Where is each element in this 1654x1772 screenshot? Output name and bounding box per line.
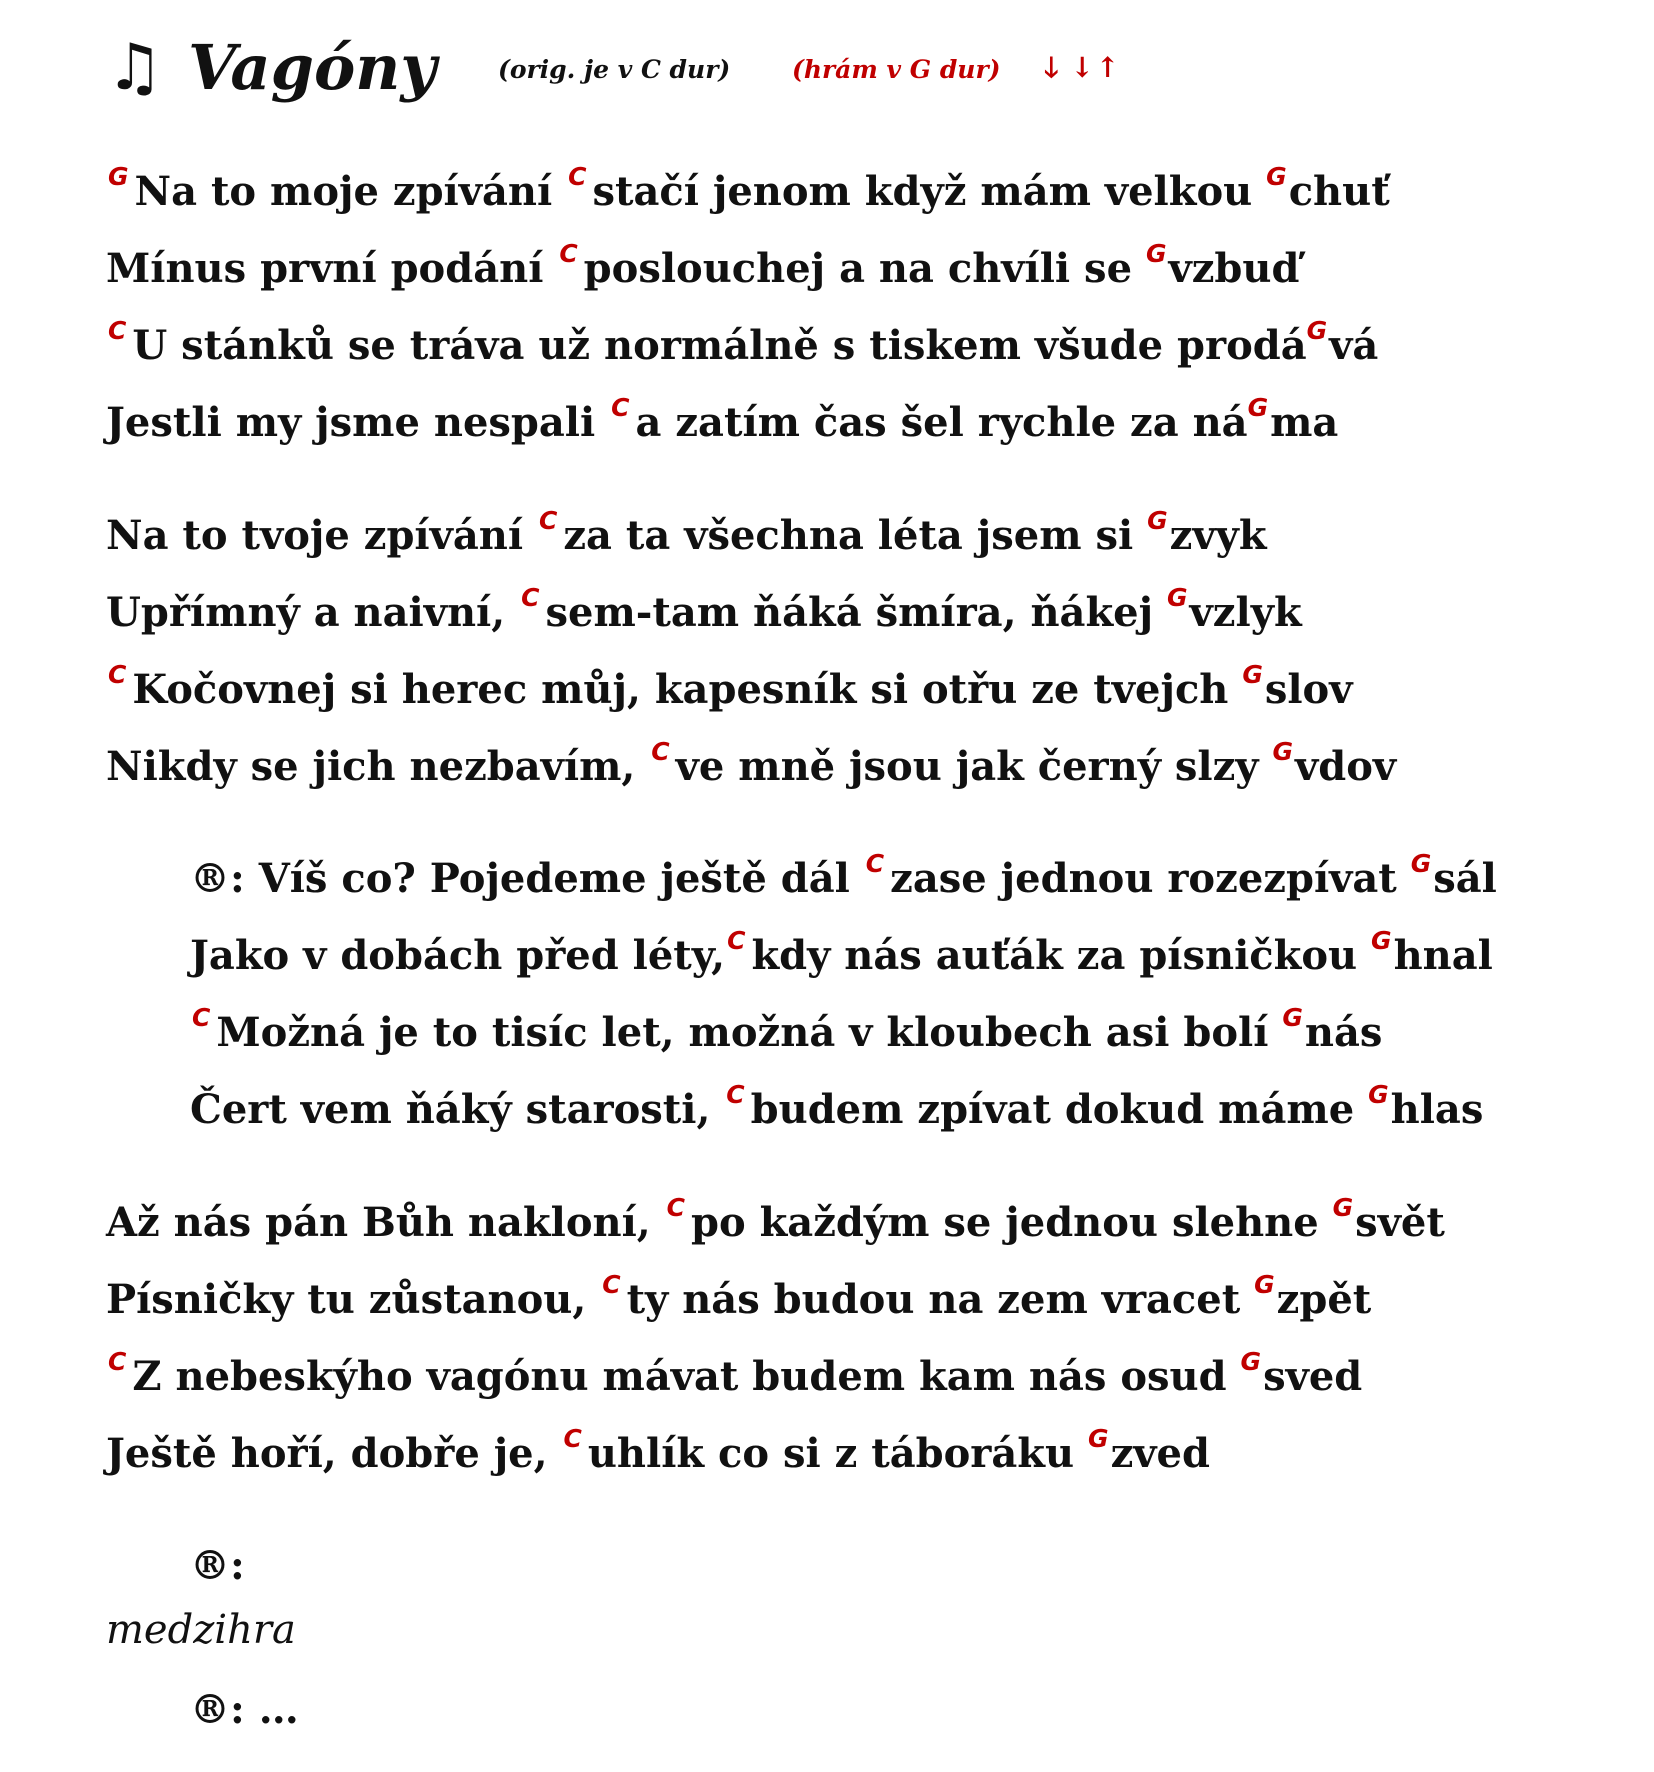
chord-g: G	[1254, 1270, 1275, 1299]
chord-g: G	[1147, 506, 1168, 535]
transpose-reset-icon[interactable]: ↓↑	[1070, 51, 1122, 84]
lyric-text: Kočovnej si herec můj, kapesník si otřu ze tvejch	[132, 666, 1243, 713]
lyric-text: zpět	[1276, 1276, 1372, 1323]
lyric-text: Až nás pán Bůh nakloní,	[106, 1199, 665, 1246]
chord-c: C	[521, 583, 540, 612]
lyric-text: stačí jenom když mám velkou	[592, 168, 1267, 215]
chord-c: C	[108, 316, 127, 345]
lyric-text: vzbuď	[1168, 245, 1300, 292]
lyric-text: zved	[1110, 1430, 1210, 1477]
lyric-text: Písničky tu zůstanou,	[106, 1276, 601, 1323]
lyric-text: sál	[1433, 855, 1497, 902]
chord-g: G	[1306, 316, 1328, 345]
chord-c: C	[651, 737, 670, 766]
lyric-text: ®: Víš co? Pojedeme ještě dál	[190, 855, 864, 902]
lyric-text: Upřímný a naivní,	[106, 589, 520, 636]
refrain-line	[190, 926, 1493, 987]
lyric-line	[106, 393, 1339, 454]
lyric-text: ma	[1270, 399, 1339, 446]
chord-c: C	[726, 1080, 745, 1109]
lyric-text: uhlík co si z táboráku	[587, 1430, 1089, 1477]
chord-g: G	[1247, 393, 1269, 422]
lyric-text: Z nebeskýho vagónu mávat budem kam nás osud	[132, 1353, 1241, 1400]
lyric-text: slov	[1264, 666, 1353, 713]
refrain-line	[190, 1003, 1383, 1064]
lyric-text: zvyk	[1169, 512, 1267, 559]
lyric-text: svět	[1355, 1199, 1445, 1246]
lyric-text: za ta všechna léta jsem si	[563, 512, 1148, 559]
music-note-icon: ♫	[106, 30, 164, 105]
lyric-line	[106, 239, 1300, 300]
lyric-text: nás	[1304, 1009, 1383, 1056]
chord-c: C	[602, 1270, 621, 1299]
refrain-line	[190, 1080, 1484, 1141]
chord-g: G	[1410, 849, 1432, 878]
chord-c: C	[108, 1347, 127, 1376]
chord-c: C	[727, 926, 746, 955]
chord-c: C	[538, 506, 558, 535]
original-key-note: (orig. je v C dur)	[498, 55, 731, 84]
chord-g: G	[1145, 239, 1167, 268]
chord-g: G	[1332, 1193, 1354, 1222]
chord-g: G	[1167, 583, 1188, 612]
chord-g: G	[1266, 162, 1287, 191]
chord-c: C	[865, 849, 885, 878]
interlude-label: medzihra	[106, 1607, 296, 1653]
lyric-text: hnal	[1393, 932, 1493, 979]
lyric-text: a zatím čas šel rychle za ná	[635, 399, 1248, 446]
lyric-line	[106, 316, 1379, 377]
lyric-line	[106, 737, 1397, 798]
lyric-line	[106, 1347, 1363, 1408]
chord-c: C	[192, 1003, 211, 1032]
lyric-line	[106, 1270, 1372, 1331]
chord-g: G	[1242, 660, 1263, 689]
chord-c: C	[108, 660, 127, 689]
lyric-text: vá	[1329, 322, 1379, 369]
lyric-text: sem-tam ňáká šmíra, ňákej	[545, 589, 1168, 636]
lyric-line	[106, 660, 1353, 721]
chord-c: C	[563, 1424, 582, 1453]
lyric-line	[106, 1193, 1445, 1254]
lyric-text: kdy nás auťák za písničkou	[751, 932, 1372, 979]
lyric-text: chuť	[1288, 168, 1390, 215]
chord-g: G	[1088, 1424, 1109, 1453]
refrain-line	[190, 849, 1497, 910]
song-title: Vagóny	[188, 31, 437, 104]
chord-c: C	[568, 162, 587, 191]
lyric-text: vzlyk	[1189, 589, 1302, 636]
lyric-line	[106, 506, 1267, 567]
lyric-text: sved	[1263, 1353, 1363, 1400]
transpose-controls	[1044, 48, 1121, 88]
chord-g: G	[1240, 1347, 1262, 1376]
lyric-text: Na to moje zpívání	[134, 168, 567, 215]
lyric-text: zase jednou rozezpívat	[890, 855, 1411, 902]
chord-g: G	[108, 162, 129, 191]
lyric-text: ty nás budou na zem vracet	[626, 1276, 1255, 1323]
chord-c: C	[559, 239, 578, 268]
lyric-text: budem zpívat dokud máme	[750, 1086, 1369, 1133]
chord-c: C	[666, 1193, 685, 1222]
lyric-text: hlas	[1390, 1086, 1484, 1133]
lyric-text: poslouchej a na chvíli se	[583, 245, 1146, 292]
chord-g: G	[1371, 926, 1392, 955]
lyric-text: Možná je to tisíc let, možná v kloubech asi bolí	[216, 1009, 1283, 1056]
lyric-text: Čert vem ňáký starosti,	[190, 1086, 725, 1133]
chord-g: G	[1272, 737, 1294, 766]
lyric-text: ve mně jsou jak černý slzy	[675, 743, 1273, 790]
lyric-text: vdov	[1295, 743, 1397, 790]
lyric-line	[106, 162, 1390, 223]
transpose-down-icon[interactable]: 🡓	[1044, 51, 1061, 84]
lyric-text: U stánků se tráva už normálně s tiskem všude prodá	[132, 322, 1307, 369]
lyric-text: Ještě hoří, dobře je,	[106, 1430, 562, 1477]
lyric-text: Nikdy se jich nezbavím,	[106, 743, 650, 790]
chord-g: G	[1368, 1080, 1389, 1109]
lyric-line	[106, 583, 1302, 644]
chord-c: C	[611, 393, 630, 422]
lyric-text: Jako v dobách před léty,	[190, 932, 726, 979]
song-header	[106, 28, 1606, 108]
lyric-line	[106, 1424, 1210, 1485]
lyric-text: Mínus první podání	[106, 245, 558, 292]
played-key-note: (hrám v G dur)	[792, 55, 1001, 84]
refrain-marker: ®:	[190, 1542, 245, 1589]
lyric-text: Jestli my jsme nespali	[106, 399, 610, 446]
lyric-text: po každým se jednou slehne	[691, 1199, 1333, 1246]
lyric-text: Na to tvoje zpívání	[106, 512, 537, 559]
refrain-marker: ®: …	[190, 1686, 299, 1733]
chord-g: G	[1282, 1003, 1303, 1032]
